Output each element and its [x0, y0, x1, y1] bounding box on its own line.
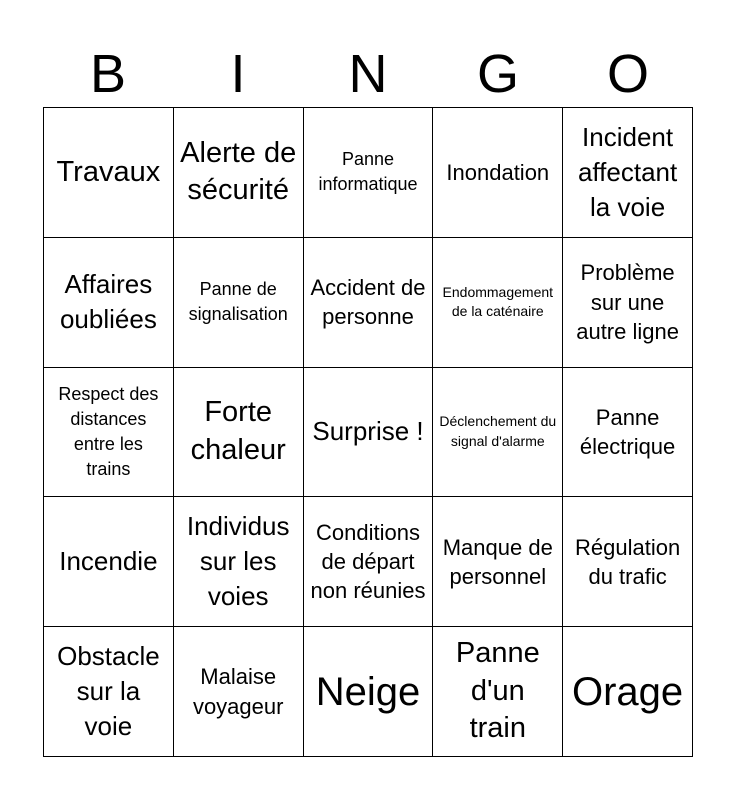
bingo-cell[interactable] [304, 497, 434, 627]
cell-label: Panne d'un train [455, 637, 540, 745]
cell-label: Accident de personne [310, 274, 426, 330]
bingo-cell[interactable] [563, 627, 693, 757]
cell-label: Conditions de départ non réunies [310, 519, 426, 604]
cell-label: Incident affectant la voie [577, 121, 678, 222]
header-letter-g: G [476, 44, 519, 104]
cell-label: Malaise voyageur [192, 664, 284, 719]
cell-label: Individus sur les voies [186, 511, 290, 612]
cell-label: Obstacle sur la voie [57, 640, 160, 742]
cell-label: Endommagement de la caténaire [442, 283, 554, 320]
cell-label: Forte chaleur [190, 396, 286, 466]
cell-label: Panne de signalisation [188, 279, 288, 325]
cell-label: Manque de personnel [442, 534, 553, 589]
bingo-cell[interactable] [433, 368, 563, 498]
cell-label: Neige [315, 669, 421, 714]
cell-label: Panne informatique [318, 149, 418, 195]
cell-label: Surprise ! [312, 416, 424, 447]
cell-label: Affaires oubliées [59, 269, 157, 335]
header-letter-i: I [230, 44, 246, 104]
bingo-cell[interactable] [563, 497, 693, 627]
header-letter-n: N [348, 44, 388, 104]
bingo-cell[interactable] [304, 627, 434, 757]
bingo-cell[interactable] [174, 497, 304, 627]
cell-label: Travaux [56, 155, 161, 188]
cell-label: Déclenchement du signal d'alarme [439, 413, 557, 449]
bingo-cell[interactable] [174, 238, 304, 368]
bingo-cell[interactable] [433, 627, 563, 757]
cell-label: Inondation [446, 159, 550, 185]
bingo-header [43, 42, 693, 106]
bingo-cell[interactable] [304, 368, 434, 498]
bingo-cell[interactable] [174, 627, 304, 757]
bingo-cell[interactable] [304, 238, 434, 368]
bingo-cell[interactable] [44, 627, 174, 757]
bingo-cell[interactable] [563, 368, 693, 498]
cell-label: Panne électrique [579, 404, 676, 459]
bingo-cell[interactable] [44, 368, 174, 498]
bingo-grid [43, 107, 693, 757]
bingo-cell[interactable] [44, 497, 174, 627]
bingo-cell[interactable] [44, 108, 174, 238]
header-letter-b: B [89, 44, 127, 104]
bingo-cell[interactable] [433, 238, 563, 368]
cell-label: Incendie [59, 546, 158, 577]
cell-label: Problème sur une autre ligne [576, 260, 679, 344]
bingo-cell[interactable] [563, 108, 693, 238]
bingo-cell[interactable] [433, 108, 563, 238]
cell-label: Alerte de sécurité [180, 136, 297, 207]
bingo-cell[interactable] [563, 238, 693, 368]
cell-label: Orage [572, 669, 684, 714]
bingo-cell[interactable] [44, 238, 174, 368]
bingo-cell[interactable] [174, 368, 304, 498]
bingo-cell[interactable] [174, 108, 304, 238]
cell-label: Respect des distances entre les trains [58, 383, 159, 480]
cell-label: Régulation du trafic [575, 534, 681, 589]
bingo-cell[interactable] [433, 497, 563, 627]
bingo-cell[interactable] [304, 108, 434, 238]
header-letter-o: O [606, 44, 649, 104]
